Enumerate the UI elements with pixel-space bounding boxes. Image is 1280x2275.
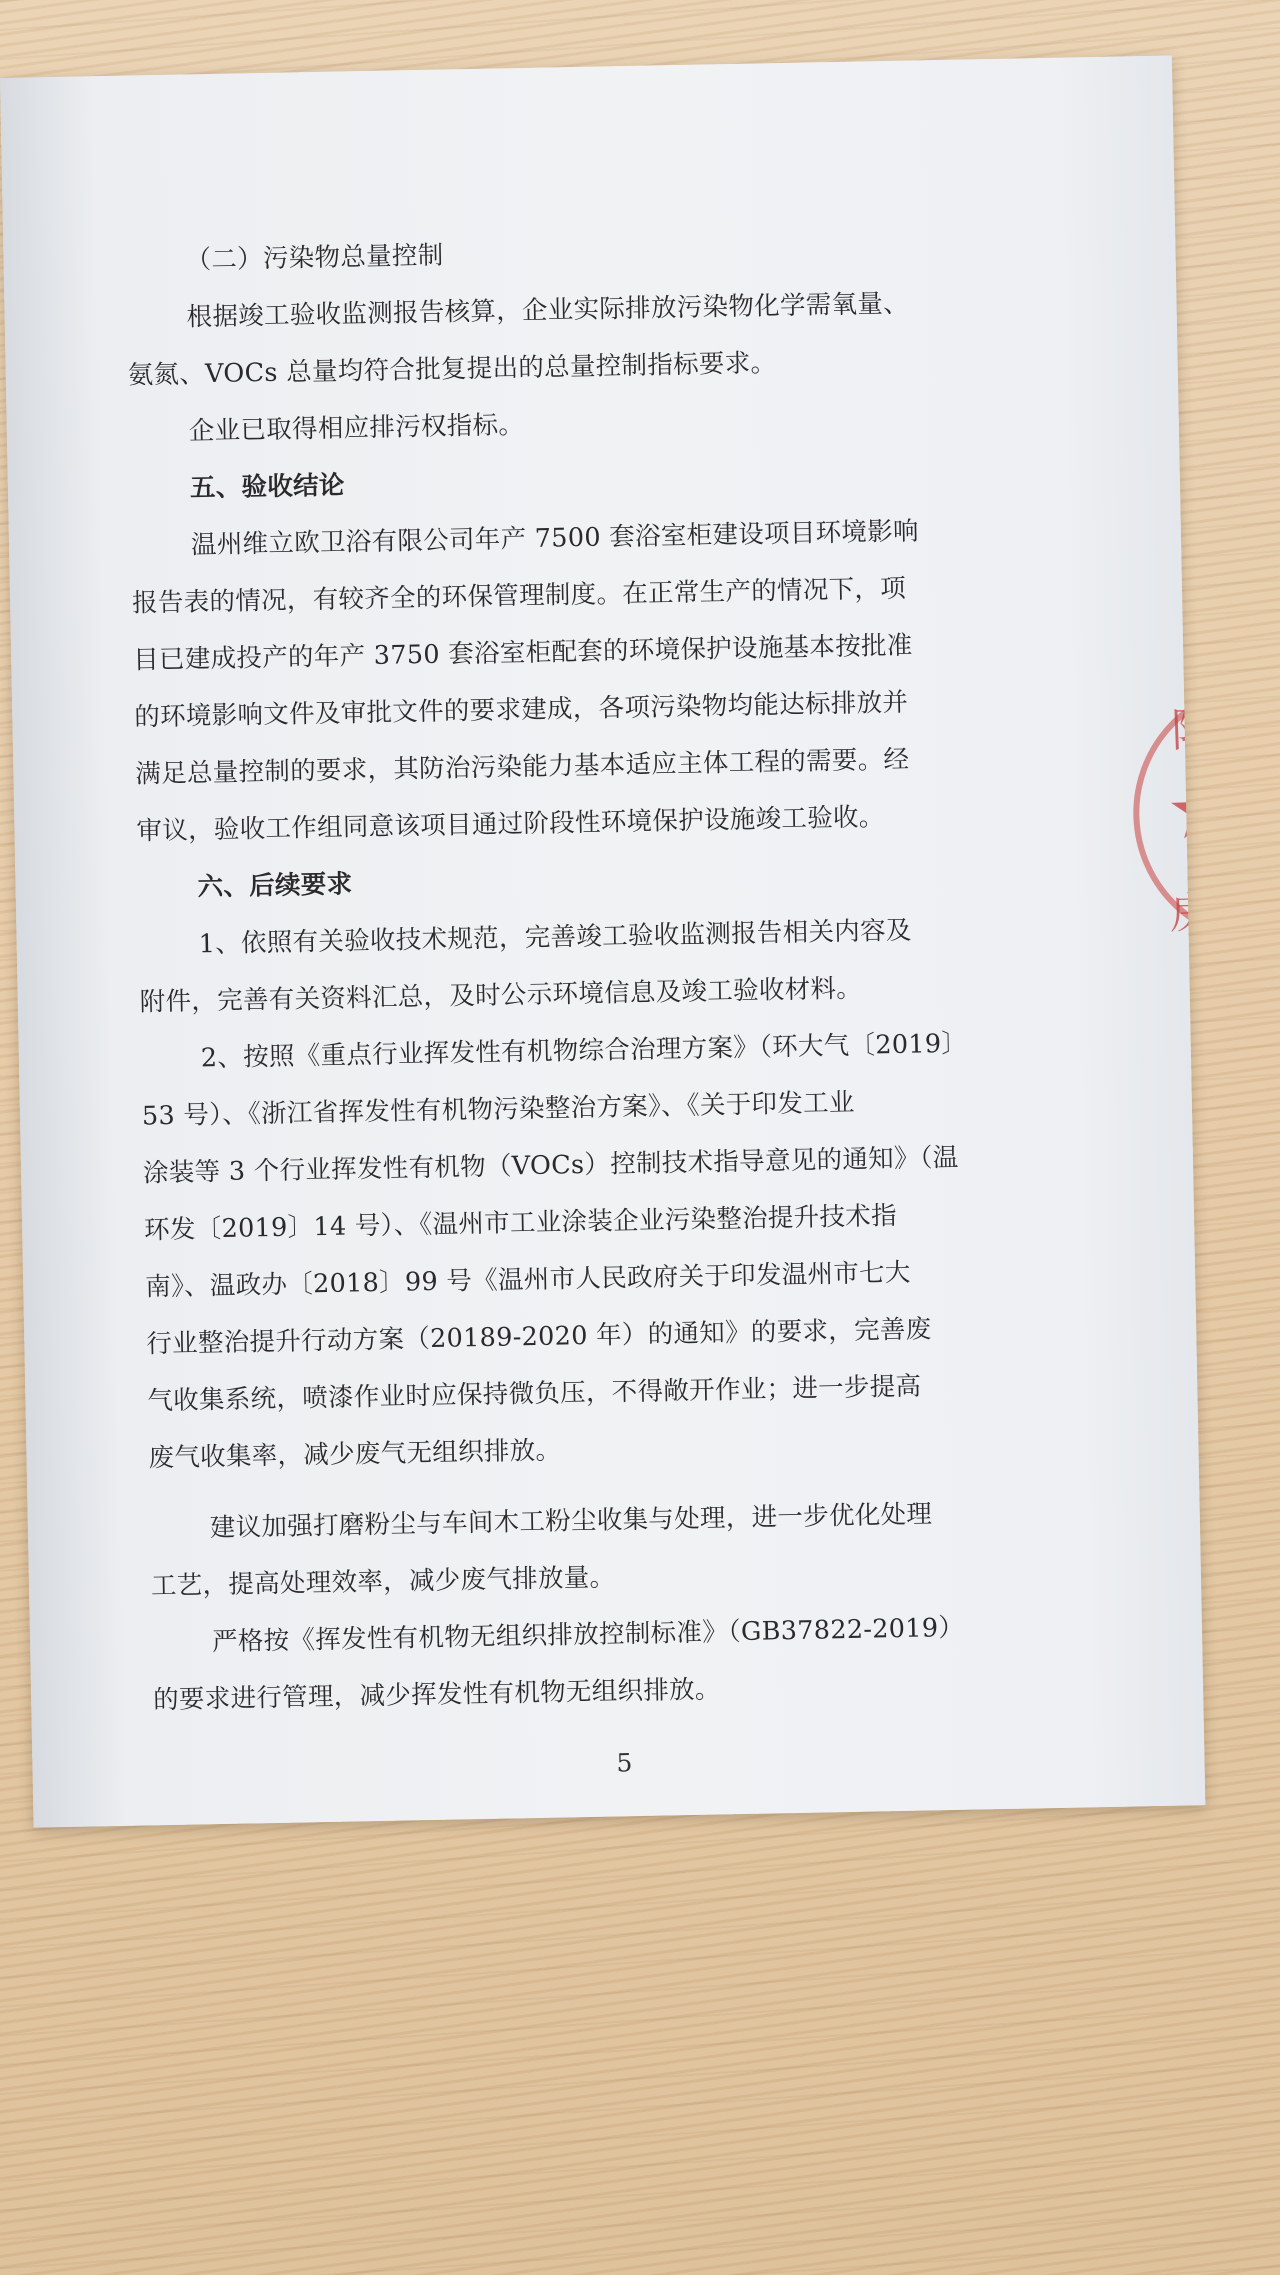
text-line: 企业已取得相应排污权指标。 <box>188 410 525 447</box>
document-body <box>125 216 1094 1778</box>
text-line: 根据竣工验收监测报告核算，企业实际排放污染物化学需氧量、 <box>186 288 910 333</box>
text-line: 建议加强打磨粉尘与车间木工粉尘收集与处理，进一步优化处理 <box>209 1499 933 1544</box>
text-line: 1、依照有关验收技术规范，完善竣工验收监测报告相关内容及 <box>198 915 912 960</box>
text-line: 南》、温政办〔2018〕99 号《温州市人民政府关于印发温州市七大 <box>144 1257 912 1303</box>
text-line: 附件，完善有关资料汇总，及时公示环境信息及竣工验收材料。 <box>139 973 863 1018</box>
section-heading: 六、后续要求 <box>197 869 353 903</box>
section-heading: 五、验收结论 <box>189 470 345 504</box>
text-line: 满足总量控制的要求，其防治污染能力基本适应主体工程的需要。经 <box>135 744 910 790</box>
red-seal-stamp: 限 ★ 房 W <box>1119 662 1205 968</box>
text-line: 的要求进行管理，减少挥发性有机物无组织排放。 <box>152 1674 721 1716</box>
text-line: 行业整治提升行动方案（20189-2020 年）的通知》的要求，完善废 <box>146 1314 932 1360</box>
text-line: 环发〔2019〕14 号）、《温州市工业涂装企业污染整治提升技术指 <box>143 1200 898 1246</box>
text-line: 53 号）、《浙江省挥发性有机物污染整治方案》、《关于印发工业 <box>141 1087 855 1132</box>
section-heading: （二）污染物总量控制 <box>185 240 444 276</box>
document-page <box>0 56 1260 1828</box>
seal-char: 房 <box>1169 887 1213 939</box>
text-line: 温州维立欧卫浴有限公司年产 7500 套浴室柜建设项目环境影响 <box>190 516 920 561</box>
text-line: 目已建成投产的年产 3750 套浴室柜配套的环境保护设施基本按批准 <box>132 630 913 676</box>
page-number: 5 <box>616 1748 633 1778</box>
text-line: 的环境影响文件及审批文件的要求建成，各项污染物均能达标排放并 <box>134 687 909 733</box>
text-line: 报告表的情况，有较齐全的环保管理制度。在正常生产的情况下，项 <box>131 573 907 619</box>
text-line: 涂装等 3 个行业挥发性有机物（VOCs）控制技术指导意见的通知》（温 <box>142 1142 959 1189</box>
text-line: 严格按《挥发性有机物无组织排放控制标准》（GB37822-2019） <box>211 1612 965 1658</box>
text-line: 2、按照《重点行业挥发性有机物综合治理方案》（环大气〔2019〕 <box>200 1028 968 1074</box>
text-line: 气收集系统，喷漆作业时应保持微负压，不得敞开作业；进一步提高 <box>147 1371 922 1417</box>
text-line: 废气收集率，减少废气无组织排放。 <box>148 1435 562 1474</box>
text-line: 氨氮、VOCs 总量均符合批复提出的总量控制指标要求。 <box>127 348 777 391</box>
text-line: 审议，验收工作组同意该项目通过阶段性环境保护设施竣工验收。 <box>136 802 885 847</box>
seal-char: 限 <box>1170 701 1219 758</box>
star-icon: ★ <box>1164 761 1240 858</box>
text-line: 工艺，提高处理效率，减少废气排放量。 <box>150 1562 616 1602</box>
